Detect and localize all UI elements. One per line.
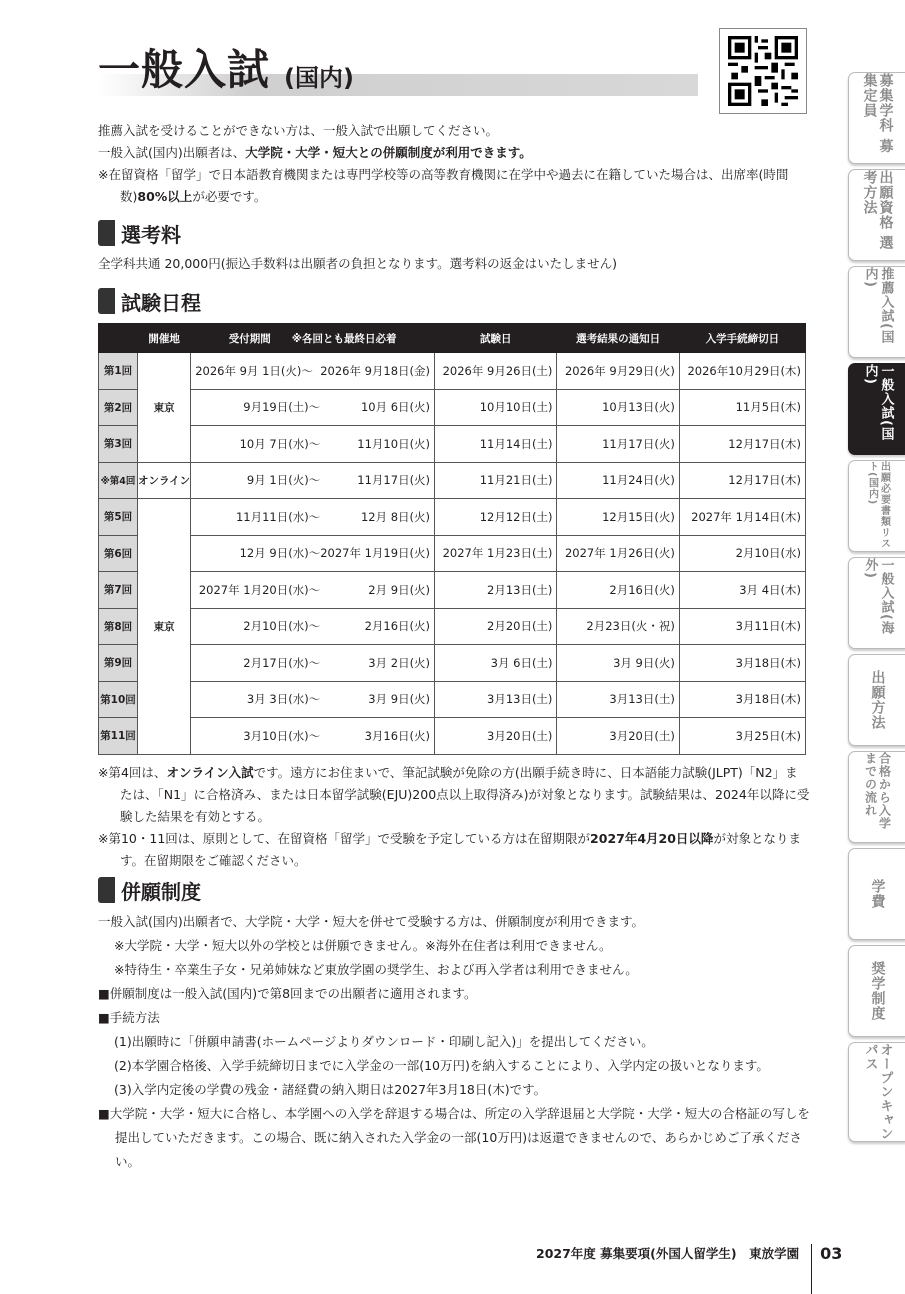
section-heading-fee: 選考料 — [98, 219, 181, 247]
place-tokyo: 東京 — [138, 499, 191, 755]
header-exam: 試験日 — [435, 324, 557, 353]
header-result: 選考結果の通知日 — [557, 324, 679, 353]
table-row: 第9回 2月17日(水)～ 3月 2日(火) 3月 6日(土) 3月 9日(火) 3月18日(木) — [99, 645, 806, 682]
tab-general-domestic[interactable]: 一般入試(国内) — [848, 363, 905, 455]
note-residence: ※第10・11回は、原則として、在留資格「留学」で受験を予定している方は在留期限が2027年4月20日以降が対象となります。在留期限をご確認ください。 — [98, 831, 801, 868]
combined-line: (1)出願時に「併願申請書(ホームページよりダウンロード・印刷し記入)」を提出してください。 — [114, 1034, 654, 1049]
combined-system-text — [98, 910, 810, 1174]
place-tokyo: 東京 — [138, 353, 191, 463]
page-number: 03 — [820, 1243, 843, 1263]
combined-line: ■大学院・大学・短大に合格し、本学園への入学を辞退する場合は、所定の入学辞退届と大学院・大学・短大の合格証の写しを提出していただきます。この場合、既に納入された入学金の一部(10万円)は返還できませんので、あらかじめご了承ください。 — [98, 1106, 810, 1169]
heading-marker — [98, 877, 115, 903]
combined-line: (3)入学内定後の学費の残金・諸経費の納入期日は2027年3月18日(木)です。 — [114, 1082, 547, 1097]
table-row: ※第4回 オンライン 9月 1日(火)～ 11月17日(火) 11月21日(土) 11月24日(火) 12月17日(木) — [99, 462, 806, 499]
tab-recruitment[interactable]: 募集学科 募集定員 — [848, 72, 905, 164]
tab-scholarship[interactable]: 奨学制度 — [848, 945, 905, 1037]
qr-code-icon[interactable] — [719, 28, 807, 114]
table-row: 第11回 3月10日(水)～ 3月16日(火) 3月20日(土) 3月20日(土) 3月25日(木) — [99, 718, 806, 755]
title-main: 一般入試 — [98, 45, 271, 94]
heading-marker — [98, 288, 115, 314]
intro-line-3: ※在留資格「留学」で日本語教育機関または専門学校等の高等教育機関に在学中や過去に在籍していた場合は、出席率(時間数)80%以上が必要です。 — [98, 167, 789, 204]
place-online: オンライン — [138, 462, 191, 499]
note-online: ※第4回は、オンライン入試です。遠方にお住まいで、筆記試験が免除の方(出願手続き時に、日本語能力試験(JLPT)「N2」または、「N1」に合格済み、または日本留学試験(EJU)200点以上取得済み)が対象となります。試験結果は、2024年以降に受験した結果を有効とする。 — [98, 765, 810, 824]
tab-recommendation-domestic[interactable]: 推薦入試(国内) — [848, 266, 905, 358]
intro-line-2: 一般入試(国内)出願者は、大学院・大学・短大との併願制度が利用できます。 — [98, 145, 532, 160]
header-period: 受付期間 ※各回とも最終日必着 — [191, 324, 435, 353]
fee-text: 全学科共通 20,000円(振込手数料は出願者の負担となります。選考料の返金はいたしません) — [98, 256, 617, 271]
page-title — [98, 44, 698, 99]
schedule-table — [98, 323, 806, 755]
section-heading-combined: 併願制度 — [98, 876, 201, 904]
combined-line: ※大学院・大学・短大以外の学校とは併願できません。※海外在住者は利用できません。 — [114, 938, 612, 953]
qr-code-graphic — [728, 35, 798, 107]
combined-line: ■手続方法 — [98, 1010, 160, 1025]
footer-divider — [811, 1244, 812, 1294]
header-deadline: 入学手続締切日 — [679, 324, 805, 353]
intro-line-1: 推薦入試を受けることができない方は、一般入試で出願してください。 — [98, 123, 499, 138]
table-row: 第1回 東京 2026年 9月 1日(火)～ 2026年 9月18日(金) 2026年 9月26日(土) 2026年 9月29日(火) 2026年10月29日(木) — [99, 353, 806, 390]
tab-tuition[interactable]: 学費 — [848, 848, 905, 940]
tab-general-overseas[interactable]: 一般入試(海外) — [848, 557, 905, 649]
combined-line: 一般入試(国内)出願者で、大学院・大学・短大を併せて受験する方は、併願制度が利用できます。 — [98, 914, 645, 929]
header-place: 開催地 — [138, 324, 191, 353]
tab-application-method[interactable]: 出願方法 — [848, 654, 905, 746]
tab-qualification[interactable]: 出願資格 選考方法 — [848, 169, 905, 261]
intro-text — [98, 120, 808, 208]
title-sub: (国内) — [284, 64, 354, 92]
combined-line: ■併願制度は一般入試(国内)で第8回までの出願者に適用されます。 — [98, 986, 477, 1001]
table-row: 第3回 10月 7日(水)～ 11月10日(火) 11月14日(土) 11月17日(火) 12月17日(木) — [99, 426, 806, 463]
header-round — [99, 324, 138, 353]
combined-line: ※特待生・卒業生子女・兄弟姉妹など東放学園の奨学生、および再入学者は利用できません。 — [114, 962, 638, 977]
heading-marker — [98, 220, 115, 246]
footer-text: 2027年度 募集要項(外国人留学生) 東放学園 — [536, 1246, 800, 1261]
schedule-notes — [98, 762, 810, 872]
combined-line: (2)本学園合格後、入学手続締切日までに入学金の一部(10万円)を納入することにより、入学内定の扱いとなります。 — [114, 1058, 769, 1073]
tab-document-list[interactable]: 出願必要書類リスト(国内) — [848, 460, 905, 552]
page-footer — [536, 1228, 842, 1278]
table-row: 第6回 12月 9日(水)～ 2027年 1月19日(火) 2027年 1月23日(土) 2027年 1月26日(火) 2月10日(水) — [99, 535, 806, 572]
tab-admission-flow[interactable]: 合格から入学までの流れ — [848, 751, 905, 843]
table-row: 第7回 2027年 1月20日(水)～ 2月 9日(火) 2月13日(土) 2月16日(火) 3月 4日(木) — [99, 572, 806, 609]
table-row: 第2回 9月19日(土)～ 10月 6日(火) 10月10日(土) 10月13日(火) 11月5日(木) — [99, 389, 806, 426]
table-row: 第10回 3月 3日(水)～ 3月 9日(火) 3月13日(土) 3月13日(土) 3月18日(木) — [99, 681, 806, 718]
tab-open-campus[interactable]: オープンキャンパス — [848, 1042, 905, 1142]
section-heading-schedule: 試験日程 — [98, 287, 201, 315]
table-row: 第5回 東京 11月11日(水)～ 12月 8日(火) 12月12日(土) 12月15日(火) 2027年 1月14日(木) — [99, 499, 806, 536]
table-row: 第8回 2月10日(水)～ 2月16日(火) 2月20日(土) 2月23日(火・祝) 3月11日(木) — [99, 608, 806, 645]
table-header-row — [99, 324, 806, 353]
